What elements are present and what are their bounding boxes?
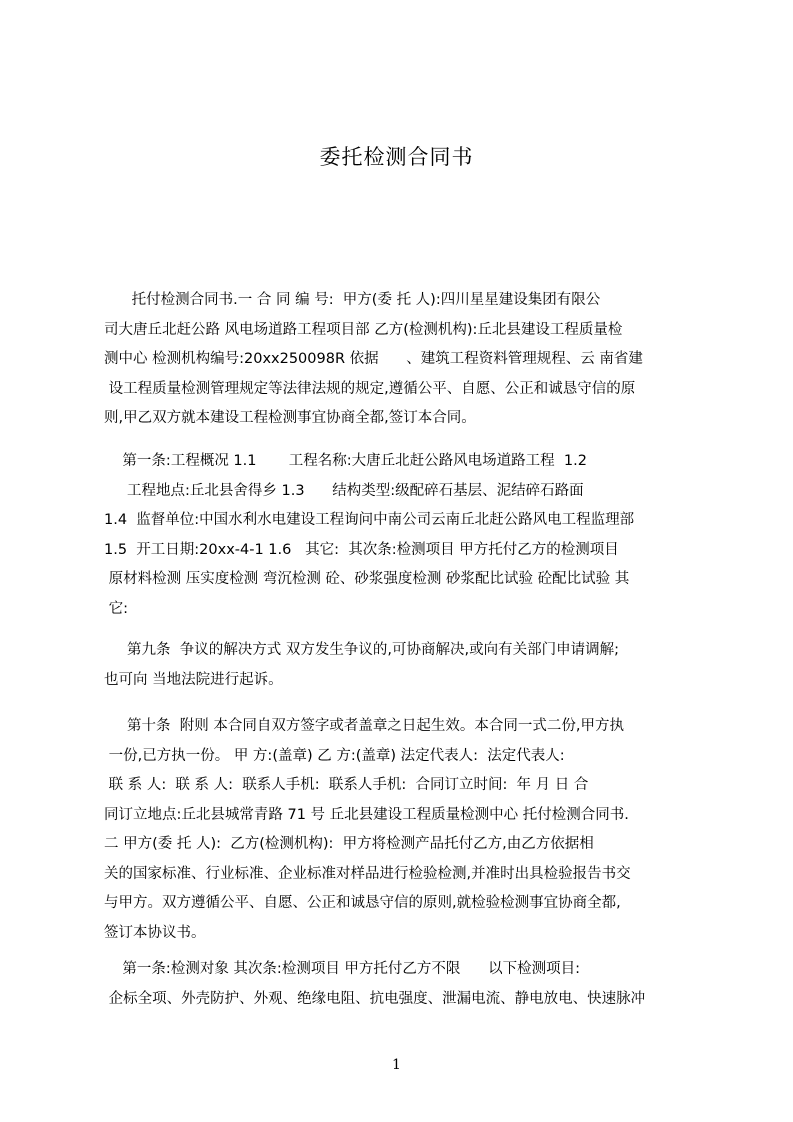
text-line: 1.4 监督单位:中国水利水电建设工程询问中南公司云南丘北赶公路风电工程监理部 bbox=[104, 512, 635, 528]
text-line: 也可向 当地法院进行起诉。 bbox=[104, 671, 283, 688]
text-line: 企标全项、外壳防护、外观、绝缘电阻、抗电强度、泄漏电流、静电放电、快速脉冲 bbox=[104, 990, 646, 1007]
text-line: 托付检测合同书.一 合 同 编 号: 甲方(委 托 人):四川星星建设集团有限公 bbox=[104, 292, 601, 308]
text-line: 测中心 检测机构编号:20xx250098R 依据 、建筑工程资料管理规程、云 南省建 bbox=[104, 351, 643, 367]
document-title: 委托检测合同书 bbox=[319, 145, 474, 169]
paragraph-test-items bbox=[104, 955, 704, 1014]
text-line: 签订本协议书。 bbox=[104, 924, 206, 941]
text-line: 第十条 附则 本合同自双方签字或者盖章之日起生效。本合同一式二份,甲方执 bbox=[104, 718, 624, 734]
text-line: 1.5 开工日期:20xx-4-1 1.6 其它: 其次条:检测项目 甲方托付乙方的检测项目 bbox=[104, 541, 619, 558]
text-line: 第九条 争议的解决方式 双方发生争议的,可协商解决,或向有关部门申请调解; bbox=[104, 642, 619, 658]
paragraph-article-9-dispute-resolution bbox=[104, 636, 704, 695]
text-line: 一份,已方执一份。 甲 方:(盖章) 乙 方:(盖章) 法定代表人: 法定代表人: bbox=[104, 747, 565, 764]
paragraph-contract-preamble bbox=[104, 286, 704, 434]
paragraph-article-1-project-overview bbox=[104, 447, 704, 624]
paragraph-article-10-supplementary bbox=[104, 712, 704, 948]
text-line: 它: bbox=[104, 600, 128, 617]
text-line: 第一条:工程概况 1.1 工程名称:大唐丘北赶公路风电场道路工程 1.2 bbox=[104, 453, 587, 469]
text-line: 同订立地点:丘北县城常青路 71 号 丘北县建设工程质量检测中心 托付检测合同书. bbox=[104, 806, 629, 823]
text-line: 则,甲乙双方就本建设工程检测事宜协商全都,签订本合同。 bbox=[104, 410, 476, 426]
text-line: 设工程质量检测管理规定等法律法规的规定,遵循公平、自愿、公正和诚恳守信的原 bbox=[104, 380, 636, 397]
text-line: 司大唐丘北赶公路 风电场道路工程项目部 乙方(检测机构):丘北县建设工程质量检 bbox=[104, 321, 623, 338]
text-line: 二 甲方(委 托 人): 乙方(检测机构): 甲方将检测产品托付乙方,由乙方依据相 bbox=[104, 836, 594, 852]
text-line: 原材料检测 压实度检测 弯沉检测 砼、砂浆强度检测 砂浆配比试验 砼配比试验 其 bbox=[104, 571, 630, 587]
page-number: 1 bbox=[392, 1057, 401, 1073]
text-line: 关的国家标准、行业标准、企业标准对样品进行检验检测,并准时出具检验报告书交 bbox=[104, 865, 631, 882]
text-line: 联 系 人: 联 系 人: 联系人手机: 联系人手机: 合同订立时间: 年 月 日 合 bbox=[104, 777, 589, 793]
text-line: 第一条:检测对象 其次条:检测项目 甲方托付乙方不限 以下检测项目: bbox=[104, 961, 580, 977]
text-line: 与甲方。双方遵循公平、自愿、公正和诚恳守信的原则,就检验检测事宜协商全都, bbox=[104, 895, 621, 911]
text-line: 工程地点:丘北县舍得乡 1.3 结构类型:级配碎石基层、泥结碎石路面 bbox=[104, 482, 584, 499]
